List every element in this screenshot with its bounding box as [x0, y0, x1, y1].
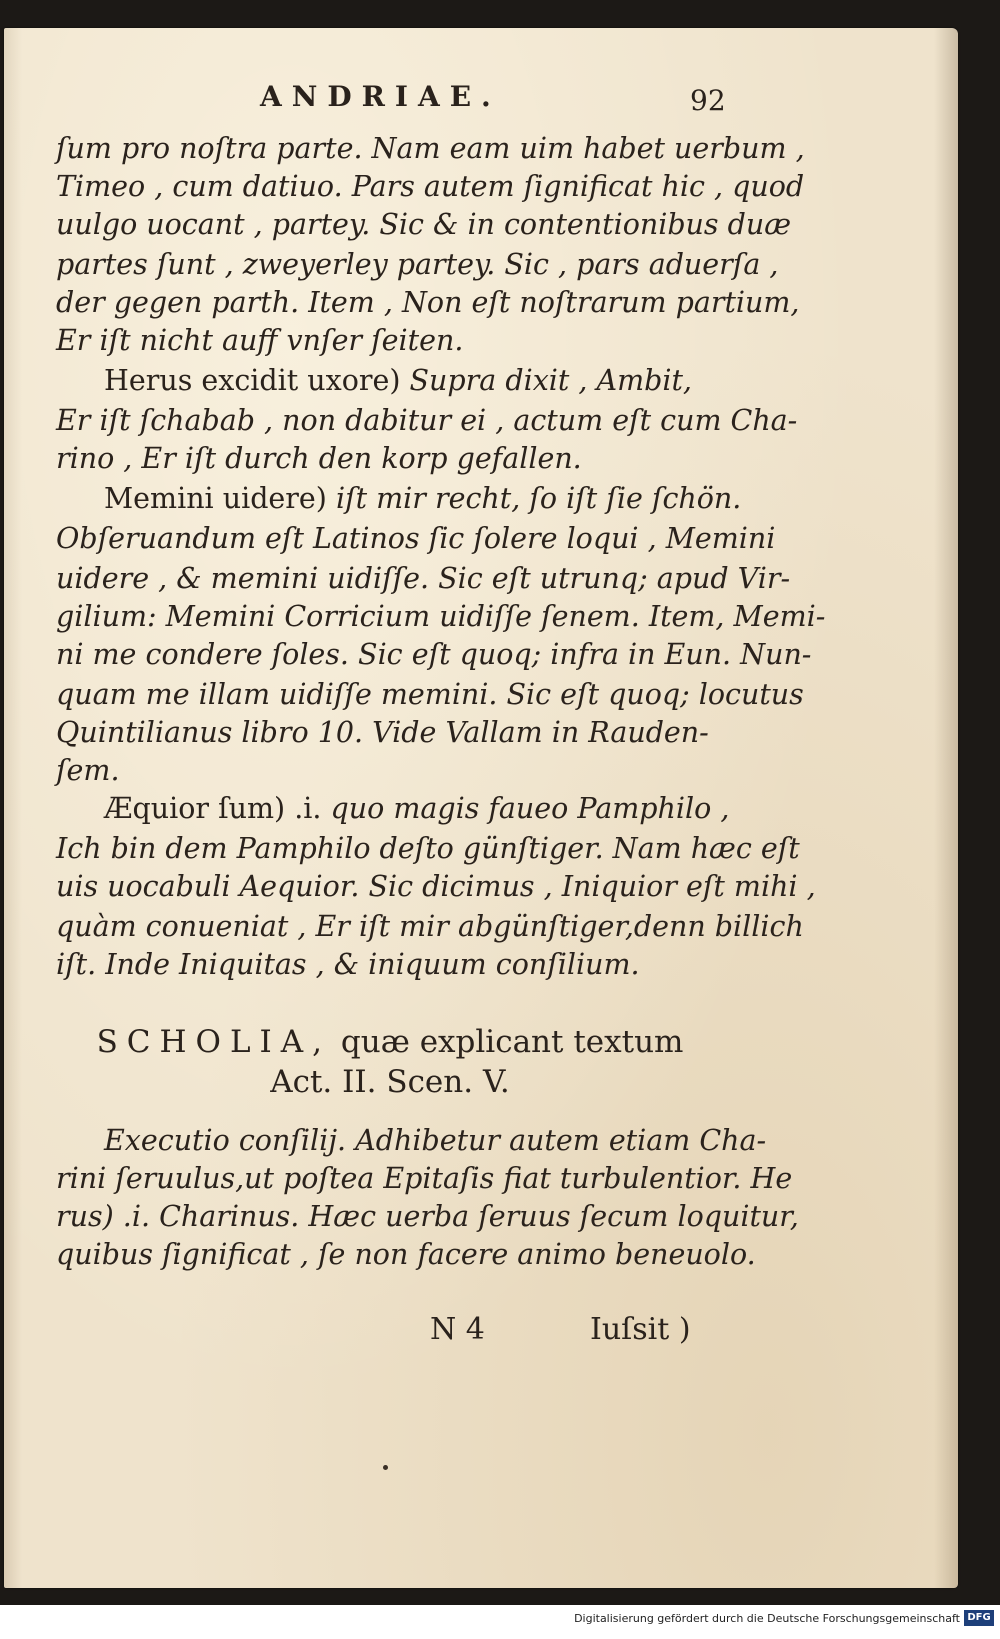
text-line: uidere , & memini uidiſſe. Sic eſt utrunq; apud Vir- [56, 562, 791, 595]
text-line: Executio conſilij. Adhibetur autem etiam Cha- [104, 1124, 767, 1157]
text-line: quàm conueniat , Er iſt mir abgünſtiger,denn billich [56, 910, 804, 943]
section-heading-smallcaps: SCHOLIA, [96, 1024, 332, 1060]
text-line: Ich bin dem Pamphilo deſto günſtiger. Nam hæc eſt [56, 832, 800, 865]
text-line: rus) .i. Charinus. Hæc uerba ſeruus ſecum loquitur, [56, 1200, 799, 1233]
text-line: uis uocabuli Aequior. Sic dicimus , Iniquior eſt mihi , [56, 870, 816, 903]
text-line: uulgo uocant , partey. Sic & in contentionibus duæ [56, 208, 791, 241]
lemma-line [104, 362, 726, 400]
text-line: rino , Er iſt durch den korp gefallen. [56, 442, 582, 475]
text-line: quam me illam uidiſſe memini. Sic eſt quoq; locutus [56, 678, 804, 711]
text-line: Er iſt nicht auff vnſer ſeiten. [56, 324, 464, 357]
text-line: iſt. Inde Iniquitas , & iniquum conſilium. [56, 948, 640, 981]
page-number: 92 [690, 84, 726, 117]
text-line: ſem. [56, 754, 120, 787]
text-line: ſum pro noſtra parte. Nam eam uim habet uerbum , [56, 132, 805, 165]
lemma-line [104, 480, 742, 518]
text-line: rini ſeruulus,ut poſtea Epitaſis fiat turbulentior. He [56, 1162, 793, 1195]
gloss: iſt mir recht, ſo iſt ſie ſchön. [335, 482, 742, 515]
lemma: Herus excidit uxore) [104, 364, 401, 397]
text-line: Timeo , cum datiuo. Pars autem ſignificat hic , quod [56, 170, 805, 203]
text-line: ni me condere ſoles. Sic eſt quoq; infra in Eun. Nun- [56, 638, 812, 671]
gloss: quo magis faueo Pamphilo , [330, 792, 730, 825]
text-line: Quintilianus libro 10. Vide Vallam in Rauden- [56, 716, 709, 749]
text-line: partes ſunt , zweyerley partey. Sic , pars aduerſa , [56, 248, 779, 281]
lemma-line [104, 790, 730, 828]
text-line: Obſeruandum eſt Latinos ſic ſolere loqui , Memini [56, 522, 776, 555]
dfg-logo: DFG [964, 1610, 994, 1626]
ink-speck [383, 1465, 388, 1470]
text-line: gilium: Memini Corricium uidiſſe ſenem. Item, Memi- [56, 600, 826, 633]
signature-mark: N 4 [430, 1312, 485, 1347]
lemma: Æquior ſum) .i. [104, 792, 322, 825]
text-line: Er iſt ſchabab , non dabitur ei , actum eſt cum Cha- [56, 404, 798, 437]
section-heading [90, 1022, 690, 1062]
gloss: Supra dixit , Ambit, [409, 364, 692, 397]
lemma: Memini uidere) [104, 482, 327, 515]
catchword: Iuſsit ) [590, 1312, 691, 1347]
text-line: der gegen parth. Item , Non eſt noſtrarum partium, [56, 286, 800, 319]
section-heading-rest: quæ explicant textum [340, 1024, 684, 1060]
footer-credit: Digitalisierung gefördert durch die Deutsche Forschungsgemeinschaft [574, 1612, 960, 1625]
section-subheading: Act. II. Scen. V. [270, 1064, 510, 1100]
text-line: quibus ſignificat , ſe non facere animo beneuolo. [56, 1238, 756, 1271]
running-title: ANDRIAE. [260, 80, 501, 113]
